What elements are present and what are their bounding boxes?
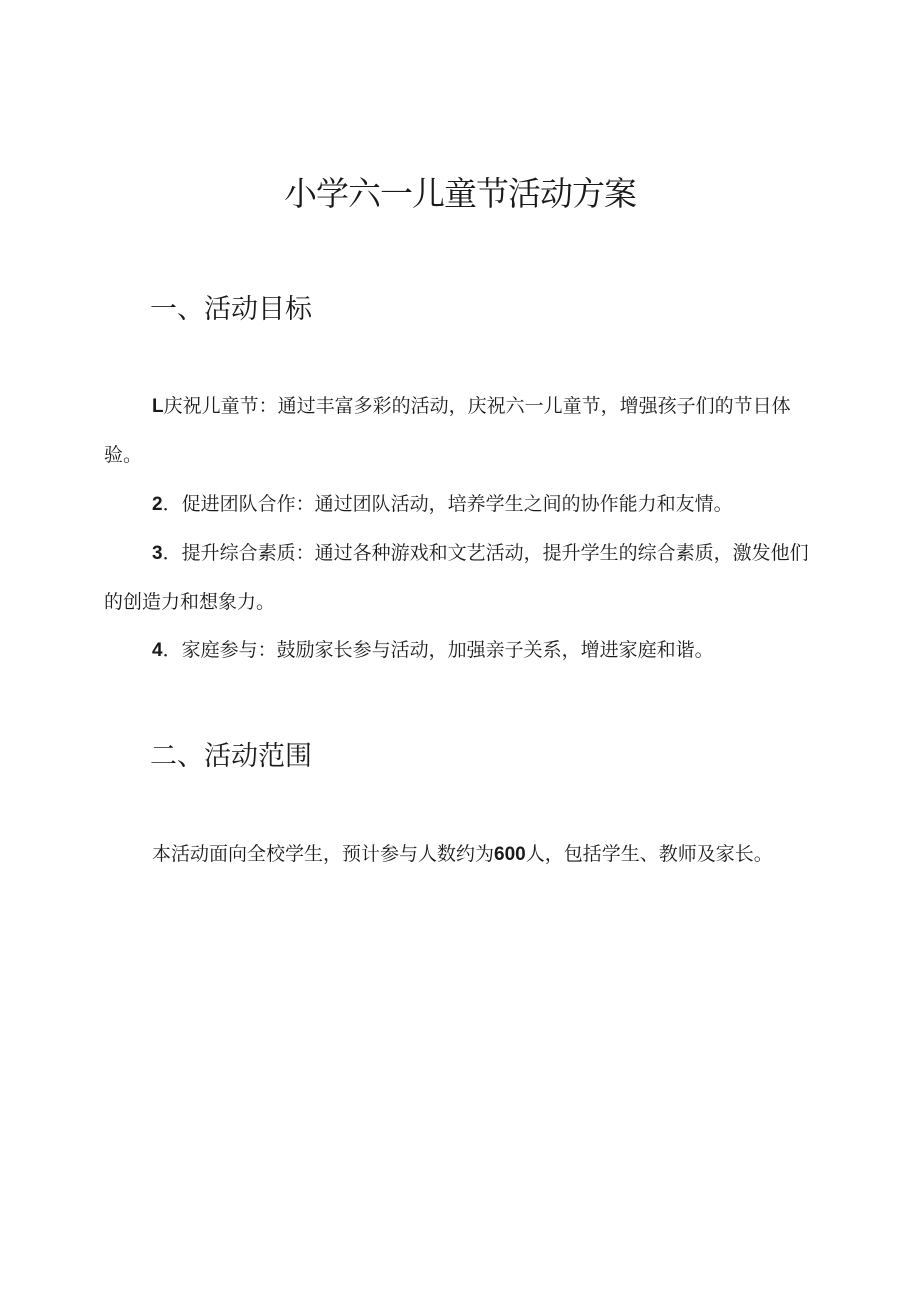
goal-item-text: ．提升综合素质：通过各种游戏和文艺活动，提升学生的综合素质，激发他们的创造力和想象力。	[104, 542, 809, 613]
goal-item-text: 庆祝儿童节：通过丰富多彩的活动，庆祝六一儿童节，增强孩子们的节日体验。	[104, 395, 791, 466]
goal-item-text: ．家庭参与：鼓励家长参与活动，加强亲子关系，增进家庭和谐。	[162, 639, 714, 661]
goal-item-4	[104, 626, 826, 675]
section-heading-scope: 二、活动范围	[150, 741, 312, 772]
section-heading-goals: 一、活动目标	[150, 294, 312, 325]
goal-item-number: L	[152, 396, 164, 417]
goal-item-2	[104, 480, 826, 529]
goal-item-3	[104, 529, 826, 626]
goal-item-number: 4	[152, 640, 163, 661]
goal-item-1	[104, 382, 826, 479]
goal-item-number: 2	[152, 494, 163, 515]
document-title: 小学六一儿童节活动方案	[284, 174, 636, 213]
scope-text-before: 本活动面向全校学生，预计参与人数约为	[152, 843, 495, 865]
scope-paragraph	[104, 830, 826, 879]
goal-item-text: ．促进团队合作：通过团队活动，培养学生之间的协作能力和友情。	[162, 493, 733, 515]
goal-item-number: 3	[152, 543, 163, 564]
participant-count: 600	[494, 844, 526, 865]
scope-text-after: 人，包括学生、教师及家长。	[525, 843, 773, 865]
